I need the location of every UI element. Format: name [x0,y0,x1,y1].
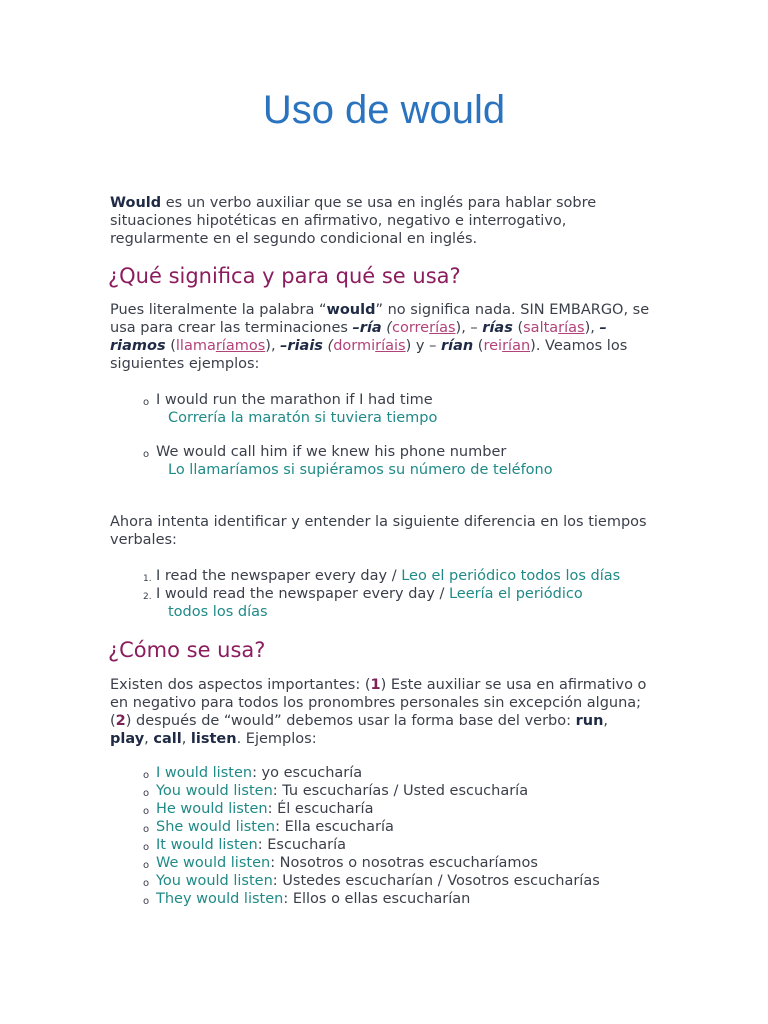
verb-keyword: play [110,731,145,747]
verb-keyword: call [153,731,182,747]
section-heading-usage: ¿Cómo se usa? [108,638,266,662]
text: y – [411,338,437,354]
usage-paragraph: Existen dos aspectos importantes: (1) Este auxiliar se usa en afirmativo o en negativo para todos los pronombres personales sin excepción alguna; (2) después de “would” debemos usar la forma base del verbo: run, play, call, listen. Ejemplos: [110,677,647,747]
example-ending: rías [429,320,456,336]
pronoun-spanish: : yo escucharía [252,765,363,781]
example-english: I would run the marathon if I had time [156,392,433,408]
text: ( [381,320,392,336]
list-item [143,890,600,908]
list-number: 2. [143,592,152,602]
bullet-icon: o [143,860,150,871]
sentence-spanish-continued: todos los días [168,604,268,620]
page-title: Uso de would [262,88,506,132]
ending-rian: rían [440,338,474,354]
bullet-icon: o [143,806,150,817]
section-heading-meaning: ¿Qué significa y para qué se usa? [108,264,461,288]
bullet-icon: o [143,878,150,889]
pronoun-spanish: : Ella escucharía [275,819,394,835]
bullet-icon: o [143,842,150,853]
list-item [143,818,600,836]
pronoun-english: I would listen [156,765,253,781]
sentence-english: I read the newspaper every day / [156,568,402,584]
bullet-icon: o [143,896,150,907]
list-item [143,854,600,872]
text: ), – [455,320,478,336]
endings-paragraph: Pues literalmente la palabra “would” no significa nada. SIN EMBARGO, se usa para crear las terminaciones –ría (correrías), – rías (saltarías), –riamos (llamaríamos), –riais (dormiríais) y – rían (reirían). Veamos los siguientes ejemplos: [110,302,650,372]
text: ) después de “would” debemos usar la forma base del verbo: [125,713,576,729]
point-number: 2 [115,713,126,729]
pronoun-english: They would listen [156,891,284,907]
example-ending: rías [558,320,585,336]
bullet-icon: o [143,770,150,781]
text: Pues literalmente la palabra “ [110,302,327,318]
pronoun-english: He would listen [156,801,268,817]
sentence-spanish: Leo el periódico todos los días [401,568,621,584]
list-item [143,585,620,603]
example-ending: rían [502,338,531,354]
bullet-icon: o [143,449,150,460]
sentence-spanish: Leería el periódico [448,586,583,602]
pronoun-spanish: : Escucharía [257,837,347,853]
difference-paragraph: Ahora intenta identificar y entender la siguiente diferencia en los tiempos verbales: [110,514,647,548]
example-stem: rei [483,338,503,354]
example-stem: llama [175,338,216,354]
pronoun-spanish: : Él escucharía [267,801,374,817]
ending-rias: rías [482,320,513,336]
text: Existen dos aspectos importantes: ( [110,677,371,693]
intro-paragraph [110,194,650,248]
example-english: We would call him if we knew his phone number [156,444,507,460]
list-item [143,443,553,461]
pronoun-spanish: : Tu escucharías / Usted escucharía [272,783,529,799]
bullet-icon: o [143,824,150,835]
pronoun-english: It would listen [156,837,258,853]
pronoun-english: She would listen [156,819,276,835]
pronoun-spanish: : Nosotros o nosotras escucharíamos [270,855,538,871]
ending-riais: –riais [280,338,323,354]
pronoun-english: You would listen [156,873,273,889]
list-item [143,764,600,782]
ending-ria: –ría [352,320,382,336]
example-list [143,391,437,427]
text: ) Este auxiliar se usa en afirmativo o en negativo para todos los pronombres personales sin excepción alguna; ( [110,677,647,729]
list-number: 1. [143,574,152,584]
pronoun-list [143,764,600,908]
pronoun-spanish: : Ustedes escucharían / Vosotros escucharías [272,873,600,889]
pronoun-english: We would listen [156,855,271,871]
ending-riamos: –riamos [110,320,607,354]
pronoun-spanish: : Ellos o ellas escucharían [283,891,471,907]
example-spanish: Correría la maratón si tuviera tiempo [168,410,438,426]
intro-text: es un verbo auxiliar que se usa en inglés para hablar sobre situaciones hipotéticas en afirmativo, negativo e interrogativo, regularmente en el segundo condicional en inglés. [110,195,597,247]
example-stem: dormi [333,338,376,354]
list-item [143,872,600,890]
bullet-icon: o [143,397,150,408]
example-stem: salta [523,320,559,336]
list-item [143,391,437,409]
intro-keyword: Would [110,195,162,211]
verb-keyword: listen [190,731,237,747]
example-list [143,443,553,479]
point-number: 1 [370,677,381,693]
text: ). Veamos los siguientes ejemplos: [110,338,628,372]
text: . Ejemplos: [236,731,317,747]
bullet-icon: o [143,788,150,799]
would-keyword: would [326,302,376,318]
sentence-english: I would read the newspaper every day / [156,586,449,602]
ordered-list [143,567,620,621]
example-spanish: Lo llamaríamos si supiéramos su número de teléfono [168,462,553,478]
verb-keyword: run [575,713,604,729]
list-item [143,782,600,800]
list-item [143,567,620,585]
list-item [143,836,600,854]
example-ending: ríais [375,338,406,354]
example-ending: ríamos [215,338,266,354]
pronoun-english: You would listen [156,783,273,799]
list-item [143,800,600,818]
example-stem: corre [391,320,430,336]
text: ” no significa nada. SIN EMBARGO, se usa para crear las terminaciones [110,302,650,336]
